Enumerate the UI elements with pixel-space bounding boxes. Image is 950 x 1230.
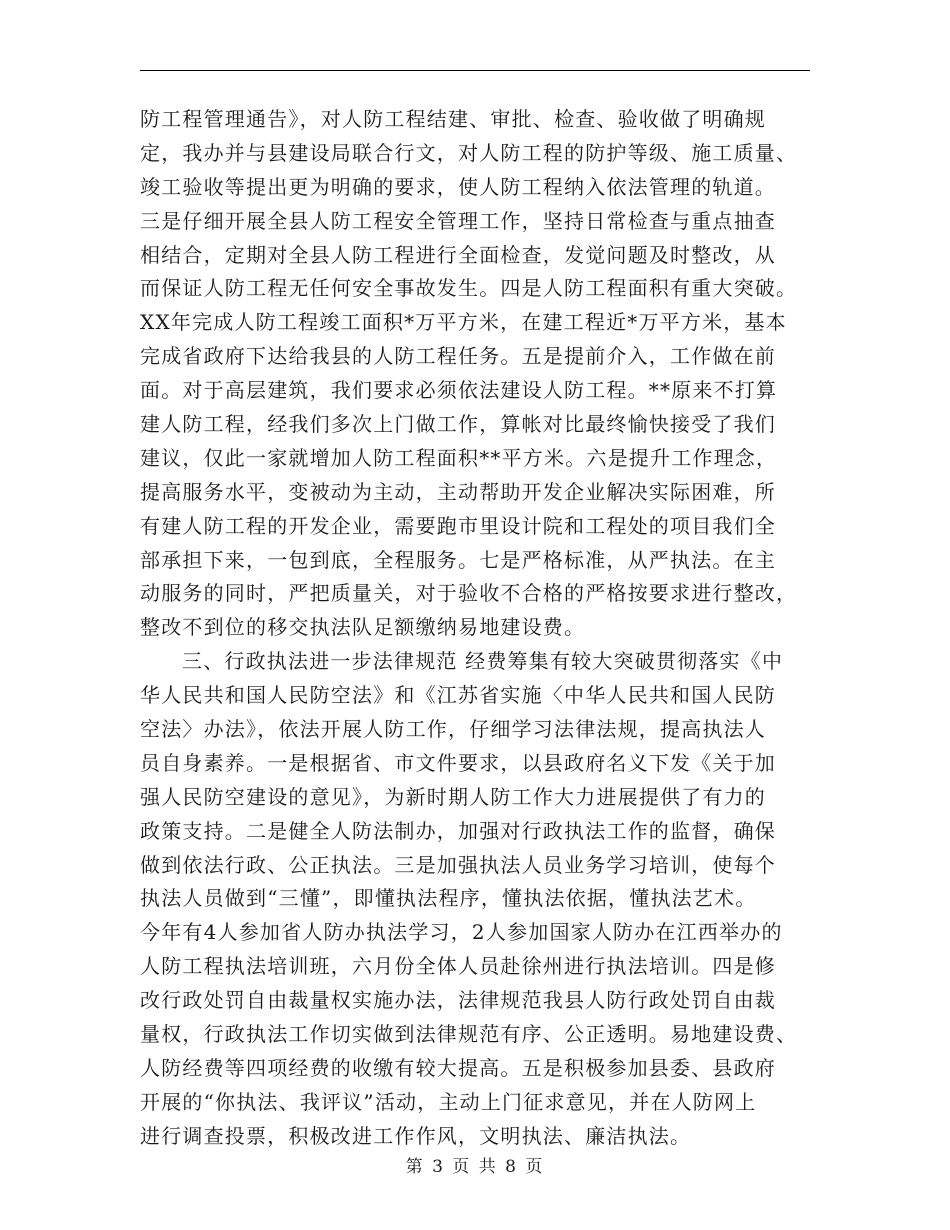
text-line: 员自身素养。一是根据省、市文件要求，以县政府名义下发《关于加 xyxy=(140,750,776,775)
text-line: 人防工程执法培训班，六月份全体人员赴徐州进行执法培训。四是修 xyxy=(140,954,776,979)
text-line: 竣工验收等提出更为明确的要求，使人防工程纳入依法管理的轨道。 xyxy=(140,174,776,199)
text-line: 而保证人防工程无任何安全事故发生。四是人防工程面积有重大突破。 xyxy=(140,276,798,301)
text-line: 强人民防空建设的意见》，为新时期人防工作大力进展提供了有力的 xyxy=(140,784,766,809)
text-line: 整改不到位的移交执法队足额缴纳易地建设费。 xyxy=(140,615,586,640)
text-line: 部承担下来，一包到底，全程服务。七是严格标准，从严执法。在主 xyxy=(140,547,776,572)
text-line: 做到依法行政、公正执法。三是加强执法人员业务学习培训，使每个 xyxy=(140,852,776,877)
text-line: 相结合，定期对全县人防工程进行全面检查，发觉问题及时整改，从 xyxy=(140,242,776,267)
text-line: 定，我办并与县建设局联合行文，对人防工程的防护等级、施工质量、 xyxy=(140,140,798,165)
text-line: 今年有4人参加省人防办执法学习，2人参加国家人防办在江西举办的 xyxy=(140,920,783,945)
text-line: 量权，行政执法工作切实做到法律规范有序、公正透明。易地建设费、 xyxy=(140,1022,798,1047)
header-rule xyxy=(140,70,810,71)
text-line: 人防经费等四项经费的收缴有较大提高。五是积极参加县委、县政府 xyxy=(140,1055,776,1080)
text-line: 三是仔细开展全县人防工程安全管理工作，坚持日常检查与重点抽查 xyxy=(140,208,776,233)
text-line: 空法〉办法》，依法开展人防工作，仔细学习法律法规，提高执法人 xyxy=(140,717,766,742)
text-line: 改行政处罚自由裁量权实施办法，法律规范我县人防行政处罚自由裁 xyxy=(140,988,776,1013)
text-line: 防工程管理通告》，对人防工程结建、审批、检查、验收做了明确规 xyxy=(140,107,766,131)
document-body xyxy=(140,103,810,1154)
page-number-footer: 第 3 页 共 8 页 xyxy=(405,1157,545,1177)
text-line: 动服务的同时，严把质量关，对于验收不合格的严格按要求进行整改， xyxy=(140,581,798,606)
text-line: 建议，仅此一家就增加人防工程面积**平方米。六是提升工作理念， xyxy=(140,445,778,470)
text-line: 开展的“你执法、我评议”活动，主动上门征求意见，并在人防网上 xyxy=(140,1089,757,1114)
text-line: 建人防工程，经我们多次上门做工作，算帐对比最终愉快接受了我们 xyxy=(140,412,776,437)
text-line: 进行调查投票，积极改进工作作风，文明执法、廉洁执法。 xyxy=(140,1123,692,1148)
text-line: 有建人防工程的开发企业，需要跑市里设计院和工程处的项目我们全 xyxy=(140,513,776,538)
text-line: 提高服务水平，变被动为主动，主动帮助开发企业解决实际困难，所 xyxy=(140,479,776,504)
text-line: XX年完成人防工程竣工面积*万平方米，在建工程近*万平方米，基本 xyxy=(140,310,787,335)
paragraph-start-line: 三、行政执法进一步法律规范 经费筹集有较大突破贯彻落实《中 xyxy=(182,649,784,674)
text-line: 华人民共和国人民防空法》和《江苏省实施〈中华人民共和国人民防 xyxy=(140,683,776,708)
text-line: 政策支持。二是健全人防法制办，加强对行政执法工作的监督，确保 xyxy=(140,818,776,843)
text-line: 执法人员做到“三懂”，即懂执法程序，懂执法依据，懂执法艺术。 xyxy=(140,886,757,911)
text-line: 完成省政府下达给我县的人防工程任务。五是提前介入，工作做在前 xyxy=(140,344,776,369)
text-line: 面。对于高层建筑，我们要求必须依法建设人防工程。**原来不打算 xyxy=(140,378,778,403)
